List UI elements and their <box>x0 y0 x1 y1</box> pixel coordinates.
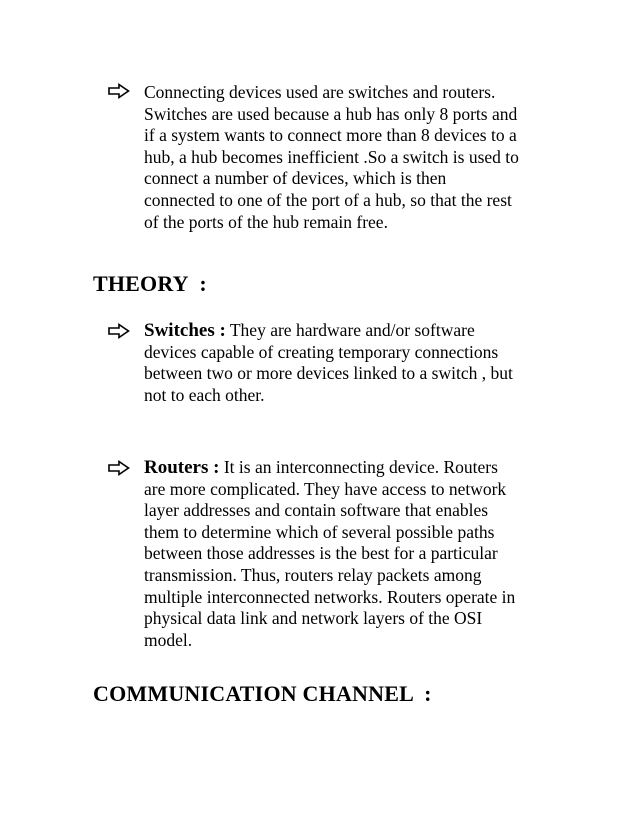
routers-definition-start: It is an interconnecting device. Routers <box>219 457 498 477</box>
text-line: between two or more devices linked to a switch , but <box>144 363 513 384</box>
arrow-right-outline-icon <box>107 83 131 99</box>
routers-bullet <box>108 457 548 651</box>
text-line: connected to one of the port of a hub, so that the rest <box>144 189 512 210</box>
text-line <box>144 457 548 479</box>
text-line: of the ports of the hub remain free. <box>144 211 388 232</box>
text-line: hub, a hub becomes inefficient .So a switch is used to <box>144 146 519 167</box>
switches-definition-start: They are hardware and/or software <box>225 320 475 340</box>
text-line: Switches are used because a hub has only 8 ports and <box>144 103 518 124</box>
text-line: transmission. Thus, routers relay packets among <box>144 564 482 585</box>
text-line <box>144 320 548 342</box>
intro-bullet-text <box>144 82 548 233</box>
arrow-right-outline-icon <box>107 460 131 476</box>
routers-bullet-text <box>144 457 548 651</box>
theory-heading: THEORY : <box>93 271 207 296</box>
switches-term: Switches : <box>144 320 226 341</box>
switches-bullet-text <box>144 320 548 406</box>
text-line: not to each other. <box>144 384 265 405</box>
routers-term: Routers : <box>144 457 220 478</box>
communication-channel-heading: COMMUNICATION CHANNEL : <box>93 681 432 706</box>
switches-bullet <box>108 320 548 406</box>
text-line: if a system wants to connect more than 8 devices to a <box>144 125 517 146</box>
text-line: physical data link and network layers of the OSI <box>144 608 483 629</box>
text-line: devices capable of creating temporary connections <box>144 341 499 362</box>
text-line: multiple interconnected networks. Routers operate in <box>144 586 516 607</box>
text-line: between those addresses is the best for a particular <box>144 543 498 564</box>
text-line: are more complicated. They have access to network <box>144 478 507 499</box>
arrow-right-outline-icon <box>107 323 131 339</box>
text-line: Connecting devices used are switches and routers. <box>144 82 496 102</box>
text-line: model. <box>144 629 193 650</box>
intro-bullet <box>108 82 548 233</box>
text-line: connect a number of devices, which is then <box>144 168 447 189</box>
text-line: them to determine which of several possible paths <box>144 521 495 542</box>
text-line: layer addresses and contain software that enables <box>144 500 489 521</box>
